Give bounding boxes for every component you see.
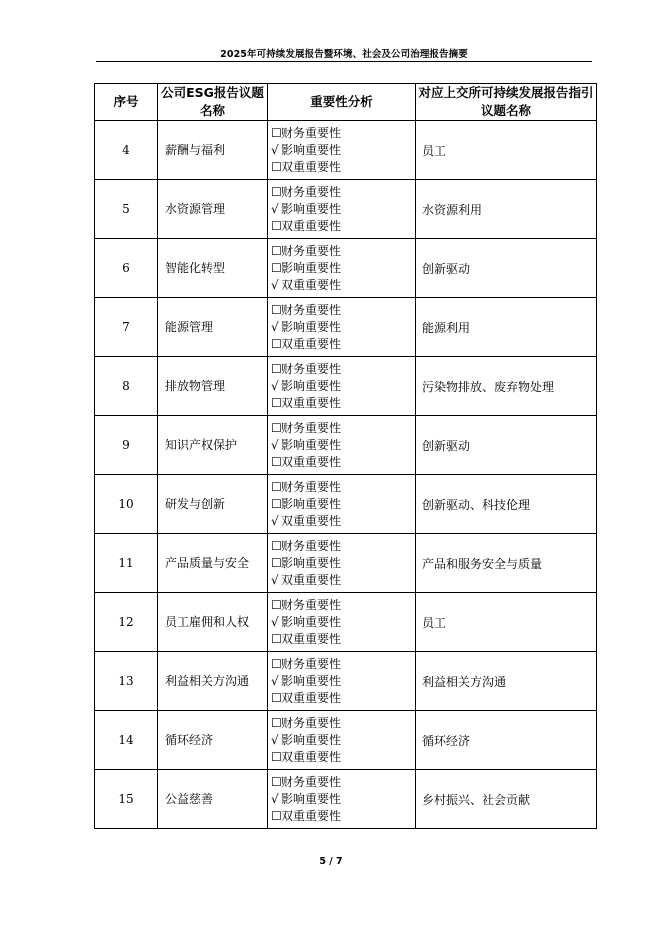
checkmark-icon: √ (271, 378, 279, 393)
table-row (95, 711, 597, 770)
checkbox-empty-icon: ☐ (271, 631, 282, 646)
checkbox-empty-icon: ☐ (271, 336, 282, 351)
materiality-option (271, 715, 415, 732)
materiality-option (271, 513, 415, 530)
materiality-option (271, 336, 415, 353)
materiality-option (271, 479, 415, 496)
materiality-option (271, 260, 415, 277)
checkmark-icon: √ (271, 437, 279, 452)
col-header-topic: 公司ESG报告议题名称 (158, 84, 268, 121)
row-number: 14 (95, 711, 158, 770)
checkbox-empty-icon: ☐ (271, 395, 282, 410)
col-header-no: 序号 (95, 84, 158, 121)
checkbox-empty-icon: ☐ (271, 159, 282, 174)
table-row (95, 534, 597, 593)
materiality-option-label: 财务重要性 (281, 184, 342, 199)
materiality-option (271, 749, 415, 766)
materiality-option-label: 财务重要性 (281, 361, 342, 376)
materiality-option-label: 财务重要性 (281, 420, 342, 435)
esg-topic-name: 水资源管理 (158, 180, 268, 239)
checkbox-empty-icon: ☐ (271, 125, 282, 140)
materiality-option (271, 201, 415, 218)
guide-topic-name: 利益相关方沟通 (416, 652, 597, 711)
esg-topic-name: 公益慈善 (158, 770, 268, 829)
materiality-option-label: 财务重要性 (281, 125, 342, 140)
materiality-option (271, 597, 415, 614)
guide-topic-name: 产品和服务安全与质量 (416, 534, 597, 593)
checkbox-empty-icon: ☐ (271, 302, 282, 317)
materiality-option (271, 732, 415, 749)
materiality-option (271, 690, 415, 707)
checkbox-empty-icon: ☐ (271, 361, 282, 376)
checkbox-empty-icon: ☐ (271, 420, 282, 435)
checkbox-empty-icon: ☐ (271, 690, 282, 705)
materiality-option-label: 影响重要性 (281, 378, 342, 393)
guide-topic-name: 员工 (416, 121, 597, 180)
esg-topic-name: 员工雇佣和人权 (158, 593, 268, 652)
materiality-option (271, 184, 415, 201)
materiality-option-label: 影响重要性 (281, 791, 342, 806)
esg-topic-name: 智能化转型 (158, 239, 268, 298)
guide-topic-name: 创新驱动 (416, 239, 597, 298)
guide-topic-name: 创新驱动 (416, 416, 597, 475)
materiality-option-label: 双重重要性 (281, 513, 342, 528)
materiality-option-label: 影响重要性 (281, 732, 342, 747)
checkmark-icon: √ (271, 319, 279, 334)
materiality-options (268, 357, 416, 416)
table-row (95, 298, 597, 357)
guide-topic-name: 污染物排放、废弃物处理 (416, 357, 597, 416)
materiality-option (271, 808, 415, 825)
materiality-option-label: 财务重要性 (281, 538, 342, 553)
esg-materiality-table (94, 83, 597, 829)
materiality-option-label: 影响重要性 (281, 260, 342, 275)
materiality-options (268, 593, 416, 652)
materiality-option-label: 影响重要性 (281, 555, 342, 570)
row-number: 9 (95, 416, 158, 475)
table-row (95, 357, 597, 416)
materiality-option-label: 财务重要性 (281, 597, 342, 612)
checkmark-icon: √ (271, 614, 279, 629)
guide-topic-name: 循环经济 (416, 711, 597, 770)
row-number: 4 (95, 121, 158, 180)
materiality-options (268, 711, 416, 770)
esg-topic-name: 循环经济 (158, 711, 268, 770)
row-number: 10 (95, 475, 158, 534)
row-number: 6 (95, 239, 158, 298)
materiality-option-label: 双重重要性 (281, 572, 342, 587)
materiality-option-label: 影响重要性 (281, 142, 342, 157)
materiality-option-label: 财务重要性 (281, 243, 342, 258)
materiality-option-label: 双重重要性 (281, 218, 342, 233)
row-number: 5 (95, 180, 158, 239)
materiality-option-label: 财务重要性 (281, 479, 342, 494)
checkbox-empty-icon: ☐ (271, 656, 282, 671)
guide-topic-name: 乡村振兴、社会贡献 (416, 770, 597, 829)
row-number: 8 (95, 357, 158, 416)
materiality-option (271, 572, 415, 589)
materiality-option-label: 双重重要性 (281, 808, 342, 823)
materiality-option (271, 361, 415, 378)
checkmark-icon: √ (271, 572, 279, 587)
materiality-option-label: 影响重要性 (281, 201, 342, 216)
table-row (95, 239, 597, 298)
materiality-option-label: 财务重要性 (281, 715, 342, 730)
esg-topic-name: 利益相关方沟通 (158, 652, 268, 711)
guide-topic-name: 水资源利用 (416, 180, 597, 239)
materiality-options (268, 652, 416, 711)
checkbox-empty-icon: ☐ (271, 454, 282, 469)
esg-topic-name: 知识产权保护 (158, 416, 268, 475)
materiality-option-label: 财务重要性 (281, 302, 342, 317)
table-row (95, 652, 597, 711)
esg-topic-name: 排放物管理 (158, 357, 268, 416)
checkbox-empty-icon: ☐ (271, 260, 282, 275)
materiality-option-label: 双重重要性 (281, 631, 342, 646)
materiality-option (271, 614, 415, 631)
materiality-option (271, 496, 415, 513)
row-number: 11 (95, 534, 158, 593)
table-row (95, 416, 597, 475)
materiality-option (271, 142, 415, 159)
materiality-options (268, 180, 416, 239)
esg-topic-name: 能源管理 (158, 298, 268, 357)
materiality-options (268, 475, 416, 534)
col-header-guide-topic: 对应上交所可持续发展报告指引议题名称 (416, 84, 597, 121)
materiality-options (268, 239, 416, 298)
materiality-option (271, 420, 415, 437)
esg-topic-name: 薪酬与福利 (158, 121, 268, 180)
checkmark-icon: √ (271, 277, 279, 292)
materiality-option-label: 双重重要性 (281, 690, 342, 705)
materiality-option-label: 影响重要性 (281, 673, 342, 688)
materiality-option (271, 791, 415, 808)
checkbox-empty-icon: ☐ (271, 749, 282, 764)
materiality-options (268, 770, 416, 829)
materiality-option (271, 555, 415, 572)
materiality-option (271, 159, 415, 176)
guide-topic-name: 创新驱动、科技伦理 (416, 475, 597, 534)
checkmark-icon: √ (271, 142, 279, 157)
materiality-option-label: 影响重要性 (281, 319, 342, 334)
table-row (95, 593, 597, 652)
materiality-option (271, 673, 415, 690)
materiality-option-label: 双重重要性 (281, 749, 342, 764)
materiality-option-label: 双重重要性 (281, 159, 342, 174)
materiality-option (271, 277, 415, 294)
materiality-option (271, 125, 415, 142)
materiality-option-label: 双重重要性 (281, 395, 342, 410)
page-header-title: 2025年可持续发展报告暨环境、社会及公司治理报告摘要 (220, 49, 468, 60)
checkmark-icon: √ (271, 732, 279, 747)
materiality-option (271, 378, 415, 395)
materiality-options (268, 121, 416, 180)
table-row (95, 475, 597, 534)
materiality-option (271, 319, 415, 336)
checkbox-empty-icon: ☐ (271, 808, 282, 823)
checkbox-empty-icon: ☐ (271, 774, 282, 789)
materiality-option-label: 影响重要性 (281, 437, 342, 452)
checkmark-icon: √ (271, 513, 279, 528)
checkbox-empty-icon: ☐ (271, 597, 282, 612)
materiality-option (271, 538, 415, 555)
checkmark-icon: √ (271, 201, 279, 216)
materiality-option (271, 437, 415, 454)
esg-topic-name: 研发与创新 (158, 475, 268, 534)
materiality-option (271, 302, 415, 319)
header-divider (96, 61, 592, 62)
table-body (95, 121, 597, 829)
checkmark-icon: √ (271, 791, 279, 806)
page-number: 5 / 7 (319, 856, 343, 867)
checkbox-empty-icon: ☐ (271, 184, 282, 199)
materiality-option-label: 双重重要性 (281, 277, 342, 292)
table-row (95, 770, 597, 829)
table-header-row (95, 84, 597, 121)
checkbox-empty-icon: ☐ (271, 479, 282, 494)
materiality-options (268, 298, 416, 357)
checkbox-empty-icon: ☐ (271, 715, 282, 730)
checkbox-empty-icon: ☐ (271, 243, 282, 258)
guide-topic-name: 能源利用 (416, 298, 597, 357)
col-header-materiality: 重要性分析 (268, 84, 416, 121)
row-number: 12 (95, 593, 158, 652)
row-number: 7 (95, 298, 158, 357)
checkbox-empty-icon: ☐ (271, 555, 282, 570)
esg-topic-name: 产品质量与安全 (158, 534, 268, 593)
materiality-option (271, 656, 415, 673)
checkbox-empty-icon: ☐ (271, 496, 282, 511)
materiality-option-label: 双重重要性 (281, 454, 342, 469)
table-row (95, 121, 597, 180)
checkbox-empty-icon: ☐ (271, 218, 282, 233)
materiality-option-label: 财务重要性 (281, 774, 342, 789)
materiality-option (271, 774, 415, 791)
checkmark-icon: √ (271, 673, 279, 688)
materiality-options (268, 416, 416, 475)
materiality-option (271, 454, 415, 471)
row-number: 15 (95, 770, 158, 829)
checkbox-empty-icon: ☐ (271, 538, 282, 553)
materiality-option-label: 影响重要性 (281, 614, 342, 629)
guide-topic-name: 员工 (416, 593, 597, 652)
materiality-option-label: 双重重要性 (281, 336, 342, 351)
materiality-option (271, 631, 415, 648)
materiality-option (271, 243, 415, 260)
materiality-option-label: 财务重要性 (281, 656, 342, 671)
materiality-option (271, 218, 415, 235)
table-row (95, 180, 597, 239)
materiality-option (271, 395, 415, 412)
materiality-option-label: 影响重要性 (281, 496, 342, 511)
row-number: 13 (95, 652, 158, 711)
materiality-options (268, 534, 416, 593)
